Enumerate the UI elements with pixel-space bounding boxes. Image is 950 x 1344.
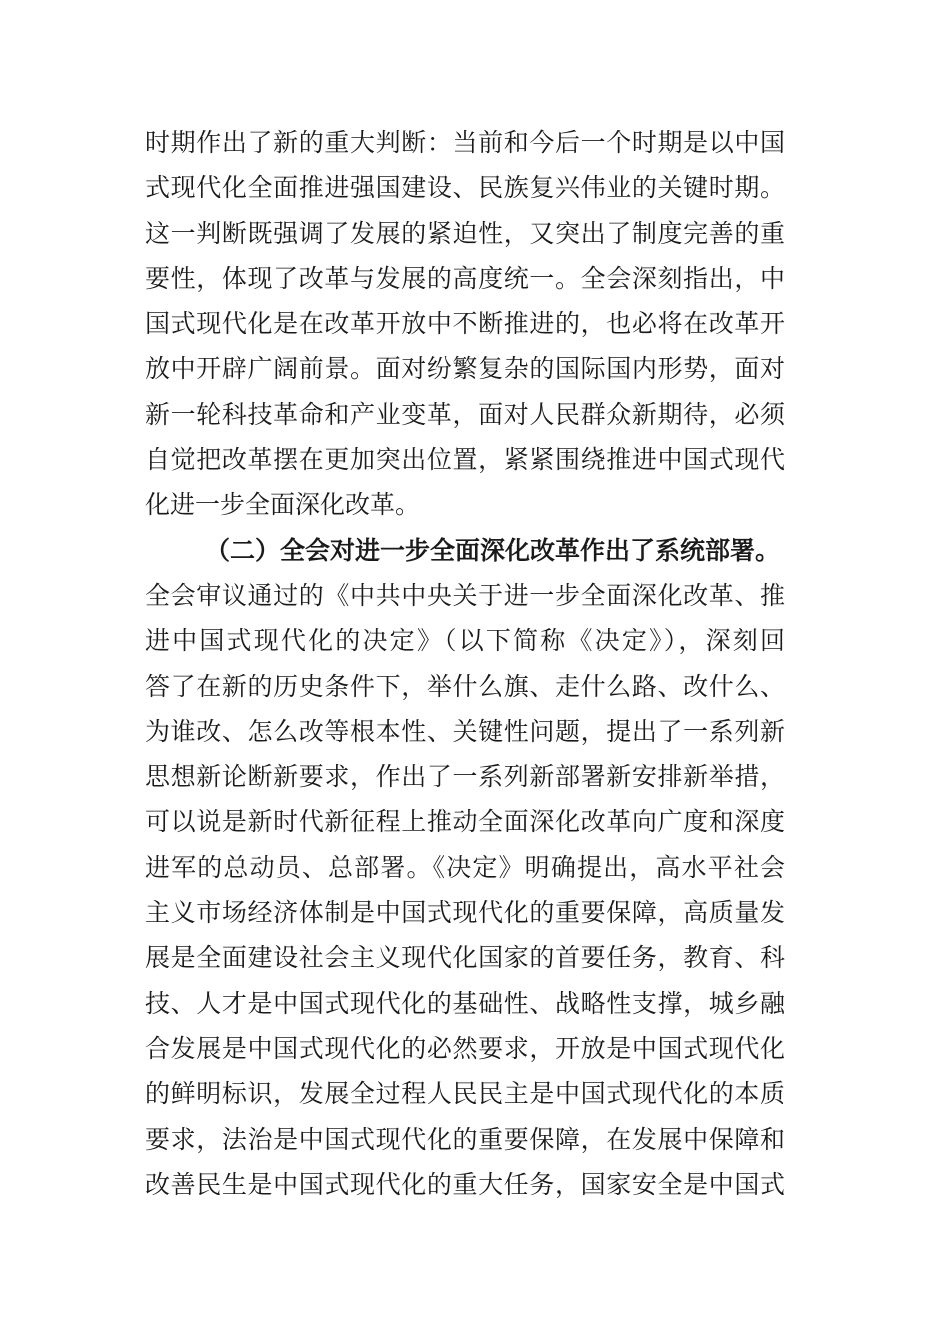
text-line: 全会审议通过的《中共中央关于进一步全面深化改革、推 xyxy=(145,580,785,610)
paragraph-2 xyxy=(145,573,785,1207)
text-line: 改善民生是中国式现代化的重大任务，国家安全是中国式 xyxy=(145,1169,785,1199)
text-line: 的鲜明标识，发展全过程人民民主是中国式现代化的本质 xyxy=(145,1079,785,1109)
document-body xyxy=(145,120,785,1207)
text-line: 技、人才是中国式现代化的基础性、战略性支撑，城乡融 xyxy=(145,988,785,1018)
text-line: 时期作出了新的重大判断：当前和今后一个时期是以中国 xyxy=(145,128,785,157)
text-line: 国式现代化是在改革开放中不断推进的，也必将在改革开 xyxy=(145,309,785,339)
text-line: 可以说是新时代新征程上推动全面深化改革向广度和深度 xyxy=(145,807,785,837)
text-line: 放中开辟广阔前景。面对纷繁复杂的国际国内形势，面对 xyxy=(145,354,785,384)
text-line: 式现代化全面推进强国建设、民族复兴伟业的关键时期。 xyxy=(145,173,785,203)
text-line: 为谁改、怎么改等根本性、关键性问题，提出了一系列新 xyxy=(145,716,785,746)
text-line: 新一轮科技革命和产业变革，面对人民群众新期待，必须 xyxy=(145,399,785,429)
text-line: 这一判断既强调了发展的紧迫性，又突出了制度完善的重 xyxy=(145,218,785,248)
text-line: 主义市场经济体制是中国式现代化的重要保障，高质量发 xyxy=(145,898,785,928)
text-line: 思想新论断新要求，作出了一系列新部署新安排新举措， xyxy=(145,762,785,792)
text-line: 要性，体现了改革与发展的高度统一。全会深刻指出，中 xyxy=(145,263,785,293)
text-line: 进军的总动员、总部署。《决定》明确提出，高水平社会 xyxy=(145,852,785,882)
text-line: 合发展是中国式现代化的必然要求，开放是中国式现代化 xyxy=(145,1033,785,1063)
section-heading: （二）全会对进一步全面深化改革作出了系统部署。 xyxy=(205,535,781,565)
text-line: 自觉把改革摆在更加突出位置，紧紧围绕推进中国式现代 xyxy=(145,445,785,475)
text-line: 化进一步全面深化改革。 xyxy=(145,490,421,520)
paragraph-1 xyxy=(145,120,785,528)
text-line: 答了在新的历史条件下，举什么旗、走什么路、改什么、 xyxy=(145,671,785,701)
text-line: 要求，法治是中国式现代化的重要保障，在发展中保障和 xyxy=(145,1124,785,1154)
text-line: 进中国式现代化的决定》（以下简称《决定》），深刻回 xyxy=(145,626,785,656)
text-line: 展是全面建设社会主义现代化国家的首要任务，教育、科 xyxy=(145,943,785,973)
